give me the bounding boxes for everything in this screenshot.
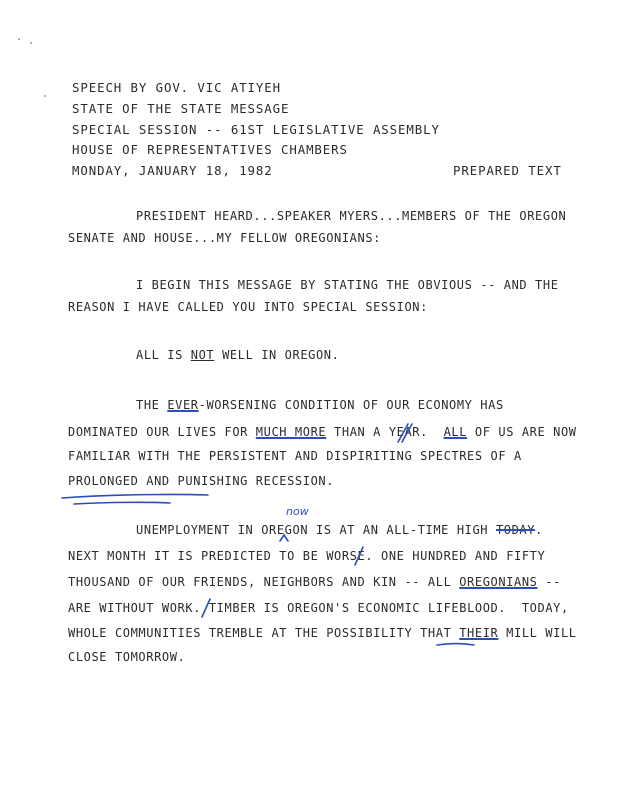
- para4-l2e: OF US ARE NOW: [467, 425, 577, 439]
- handwritten-insert-now: now: [286, 505, 309, 518]
- para3-not-underlined: NOT: [190, 348, 215, 362]
- long-underline-stroke: [62, 494, 208, 498]
- header-title: STATE OF THE STATE MESSAGE: [72, 101, 290, 116]
- para3-line: [136, 348, 339, 362]
- scan-speck: [18, 38, 20, 40]
- scan-speck: [30, 42, 32, 44]
- para4-l1a: THE: [136, 398, 168, 412]
- para5-line1: [136, 523, 543, 537]
- para5-line2: [68, 549, 545, 563]
- para4-l2c: THAN A YEAR.: [326, 425, 444, 439]
- para5-oregonians-underlined: OREGONIANS: [459, 575, 538, 589]
- their-double-underline: [437, 644, 474, 646]
- para5-l1a: UNEMPLOYMENT IN OREGON: [136, 523, 309, 537]
- para5-l3a: THOUSAND OF OUR FRIENDS, NEIGHBORS AND KIN -- ALL: [68, 575, 460, 589]
- scan-speck: [44, 95, 46, 97]
- para4-all-underlined: ALL: [443, 425, 468, 439]
- header-speaker: SPEECH BY GOV. VIC ATIYEH: [72, 80, 281, 95]
- para4-line2: [68, 425, 577, 439]
- para5-l1b: IS AT AN ALL-TIME HIGH: [308, 523, 496, 537]
- para5-line3: [68, 575, 561, 589]
- header-prepared-text: PREPARED TEXT: [453, 163, 562, 178]
- para5-l2a: NEXT MONTH IT IS PREDICTED TO BE WORSE.: [68, 549, 374, 563]
- para2-line1: I BEGIN THIS MESSAGE BY STATING THE OBVIOUS -- AND THE: [136, 278, 559, 292]
- para5-l2b: ONE HUNDRED AND FIFTY: [373, 549, 546, 563]
- para4-much-more-underlined: MUCH MORE: [255, 425, 327, 439]
- para1-line1: PRESIDENT HEARD...SPEAKER MYERS...MEMBERS OF THE OREGON: [136, 209, 567, 223]
- para5-l5c: MILL WILL: [498, 626, 577, 640]
- para3-pre: ALL IS: [136, 348, 191, 362]
- para5-line5: [68, 626, 577, 640]
- para2-line2: REASON I HAVE CALLED YOU INTO SPECIAL SESSION:: [68, 300, 428, 314]
- para5-line4: [68, 601, 569, 615]
- para5-today-struck: TODAY: [495, 523, 536, 537]
- short-underline-stroke: [74, 502, 170, 504]
- header-location: HOUSE OF REPRESENTATIVES CHAMBERS: [72, 142, 348, 157]
- para3-post: WELL IN OREGON.: [214, 348, 340, 362]
- para4-line3: FAMILIAR WITH THE PERSISTENT AND DISPIRITING SPECTRES OF A: [68, 449, 522, 463]
- para5-l5a: WHOLE COMMUNITIES TREMBLE AT THE POSSIBILITY THAT: [68, 626, 460, 640]
- para5-l3c: --: [537, 575, 561, 589]
- para5-line6: CLOSE TOMORROW.: [68, 650, 186, 664]
- para5-l1d: .: [535, 523, 543, 537]
- para4-l2a: DOMINATED OUR LIVES FOR: [68, 425, 256, 439]
- para5-l4b: TIMBER IS OREGON'S ECONOMIC LIFEBLOOD. TODAY,: [201, 601, 569, 615]
- para4-l1c: -WORSENING CONDITION OF OUR ECONOMY HAS: [198, 398, 504, 412]
- para4-line1: [136, 398, 504, 412]
- para4-line4: PROLONGED AND PUNISHING RECESSION.: [68, 474, 335, 488]
- header-session: SPECIAL SESSION -- 61ST LEGISLATIVE ASSEMBLY: [72, 122, 440, 137]
- para1-line2: SENATE AND HOUSE...MY FELLOW OREGONIANS:: [68, 231, 381, 245]
- header-date: MONDAY, JANUARY 18, 1982: [72, 163, 273, 178]
- para5-l4a: ARE WITHOUT WORK.: [68, 601, 202, 615]
- para4-ever-underlined: EVER: [167, 398, 199, 412]
- para5-their-underlined: THEIR: [459, 626, 499, 640]
